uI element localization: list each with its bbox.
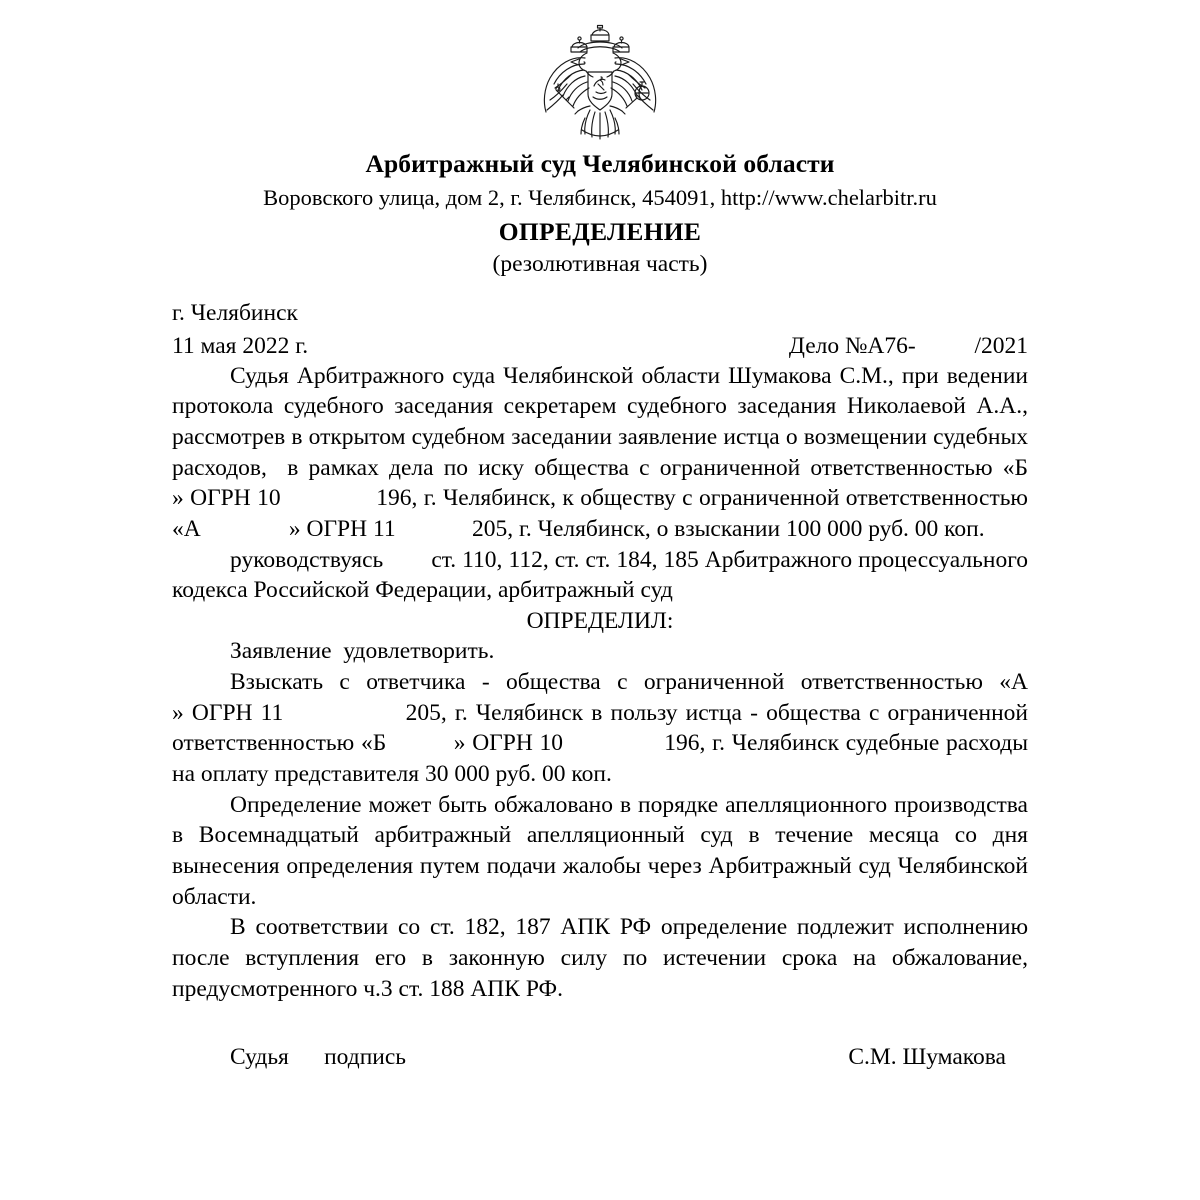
document-body [172, 361, 1111, 1005]
case-number [789, 331, 1028, 361]
signature-role-label: Судья [230, 1044, 289, 1071]
paragraph-ruling-2: Взыскать с ответчика - общества с ограниченной ответственностью «А » ОГРН 11 205, г. Челябинск в пользу истца - общества с ограниченной ответственностью «Б » ОГРН 10 196, г. Челябинск судебные расходы на оплату представителя 30 000 руб. 00 коп. [172, 669, 1111, 788]
case-number-label: Дело №А76- [788, 332, 916, 359]
court-address: Воровского улица, дом 2, г. Челябинск, 454091, http://www.chelarbitr.ru [263, 184, 937, 210]
paragraph-appeal: Определение может быть обжаловано в порядке апелляционного производства в Восемнадцатый арбитражный апелляционный суд в течение месяца со дня вынесения определения путем подачи жалобы через Арбитражный суд Челябинской области. [172, 791, 1034, 910]
paragraph-intro: Судья Арбитражного суда Челябинской области Шумакова С.М., при ведении протокола судебного заседания секретарем судебного заседания Николаевой А.А., рассмотрев в открытом судебном заседании заявление истца о возмещении судебных расходов, в рамках дела по иску общества с ограниченной ответственностью «Б » ОГРН 10 196, г. Челябинск, к обществу с ограниченной ответственностью «А » ОГРН 11 205, г. Челябинск, о взыскании 100 000 руб. 00 коп. [172, 362, 1087, 542]
paragraph-ruling-1: Заявление удовлетворить. [230, 638, 495, 665]
signature-name: С.М. Шумакова [848, 1044, 1006, 1071]
document-subkind: (резолютивная часть) [492, 251, 708, 278]
signature-word: подпись [324, 1044, 406, 1071]
coat-of-arms-emblem [172, 0, 1028, 144]
court-title: Арбитражный суд Челябинской области [365, 149, 835, 178]
date-and-case-line [172, 331, 1028, 361]
ruling-heading: ОПРЕДЕЛИЛ: [526, 607, 674, 634]
case-number-year: /2021 [974, 332, 1028, 359]
paragraph-guided-by: руководствуясь ст. 110, 112, ст. ст. 184, 185 Арбитражного процессуального кодекса Российской Федерации, арбитражный суд [172, 546, 1034, 604]
signature-role [230, 1044, 406, 1071]
place-line: г. Челябинск [172, 300, 298, 327]
case-number-redacted-gap [916, 333, 975, 359]
document-kind-heading: ОПРЕДЕЛЕНИЕ [498, 217, 702, 247]
document-date: 11 мая 2022 г. [172, 332, 309, 359]
paragraph-enforcement: В соответствии со ст. 182, 187 АПК РФ определение подлежит исполнению после вступления его в законную силу по истечении срока на обжалование, предусмотренного ч.3 ст. 188 АПК РФ. [172, 914, 1034, 1002]
signature-block [172, 1044, 1028, 1071]
coat-of-arms-icon [538, 22, 662, 144]
